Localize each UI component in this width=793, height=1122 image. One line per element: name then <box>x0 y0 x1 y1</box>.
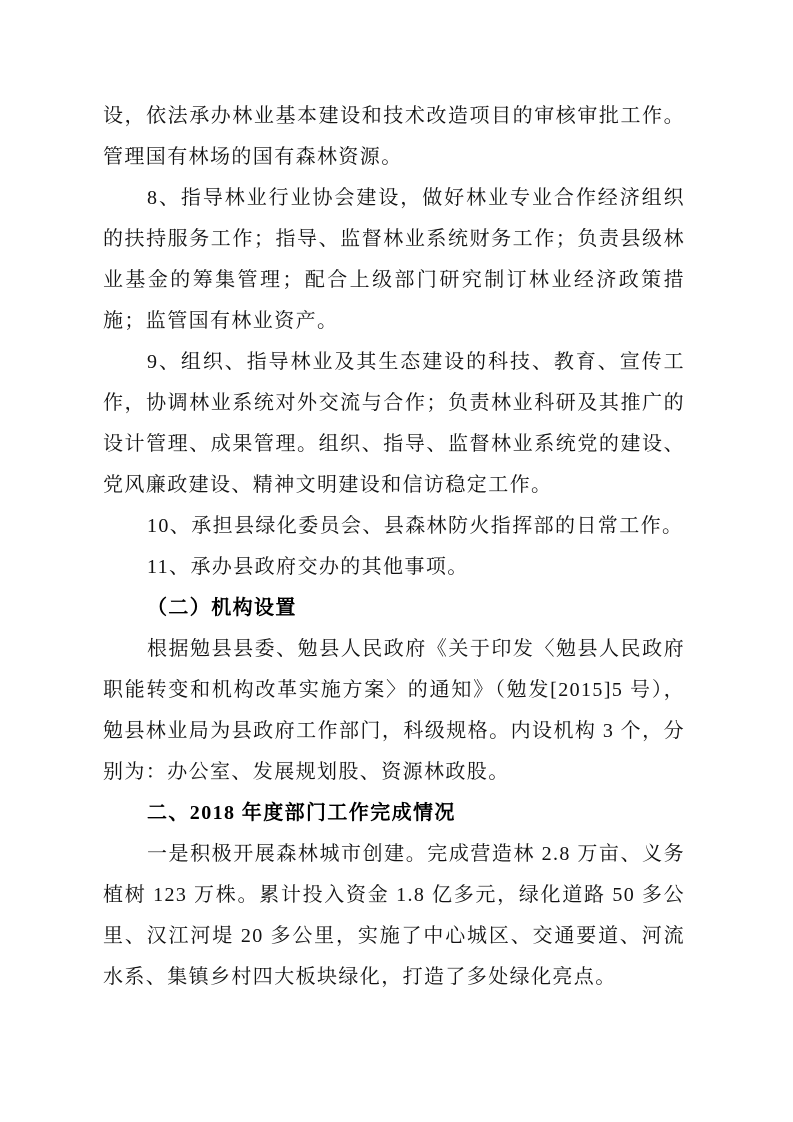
paragraph: 一是积极开展森林城市创建。完成营造林 2.8 万亩、义务植树 123 万株。累计投入资金 1.8 亿多元，绿化道路 50 多公里、汉江河堤 20 多公里，实施了中心城区、交通要道、河流水系、集镇乡村四大板块绿化，打造了多处绿化亮点。 <box>103 843 685 988</box>
document-body <box>103 96 685 998</box>
section-heading: （二）机构设置 <box>147 597 297 619</box>
paragraph: 8、指导林业行业协会建设，做好林业专业合作经济组织的扶持服务工作；指导、监督林业系统财务工作；负责县级林业基金的筹集管理；配合上级部门研究制订林业经济政策措施；监管国有林业资产。 <box>103 187 685 332</box>
paragraph: 根据勉县县委、勉县人民政府《关于印发〈勉县人民政府职能转变和机构改革实施方案〉的通知》（勉发[2015]5 号），勉县林业局为县政府工作部门，科级规格。内设机构 3 个，分别为：办公室、发展规划股、资源林政股。 <box>103 638 685 783</box>
paragraph: 9、组织、指导林业及其生态建设的科技、教育、宣传工作，协调林业系统对外交流与合作；负责林业科研及其推广的设计管理、成果管理。组织、指导、监督林业系统党的建设、党风廉政建设、精神文明建设和信访稳定工作。 <box>103 351 685 496</box>
paragraph: 10、承担县绿化委员会、县森林防火指挥部的日常工作。 <box>147 515 684 537</box>
paragraph: 设，依法承办林业基本建设和技术改造项目的审核审批工作。管理国有林场的国有森林资源。 <box>103 105 685 168</box>
section-heading: 二、2018 年度部门工作完成情况 <box>147 802 456 824</box>
paragraph: 11、承办县政府交办的其他事项。 <box>147 556 469 578</box>
